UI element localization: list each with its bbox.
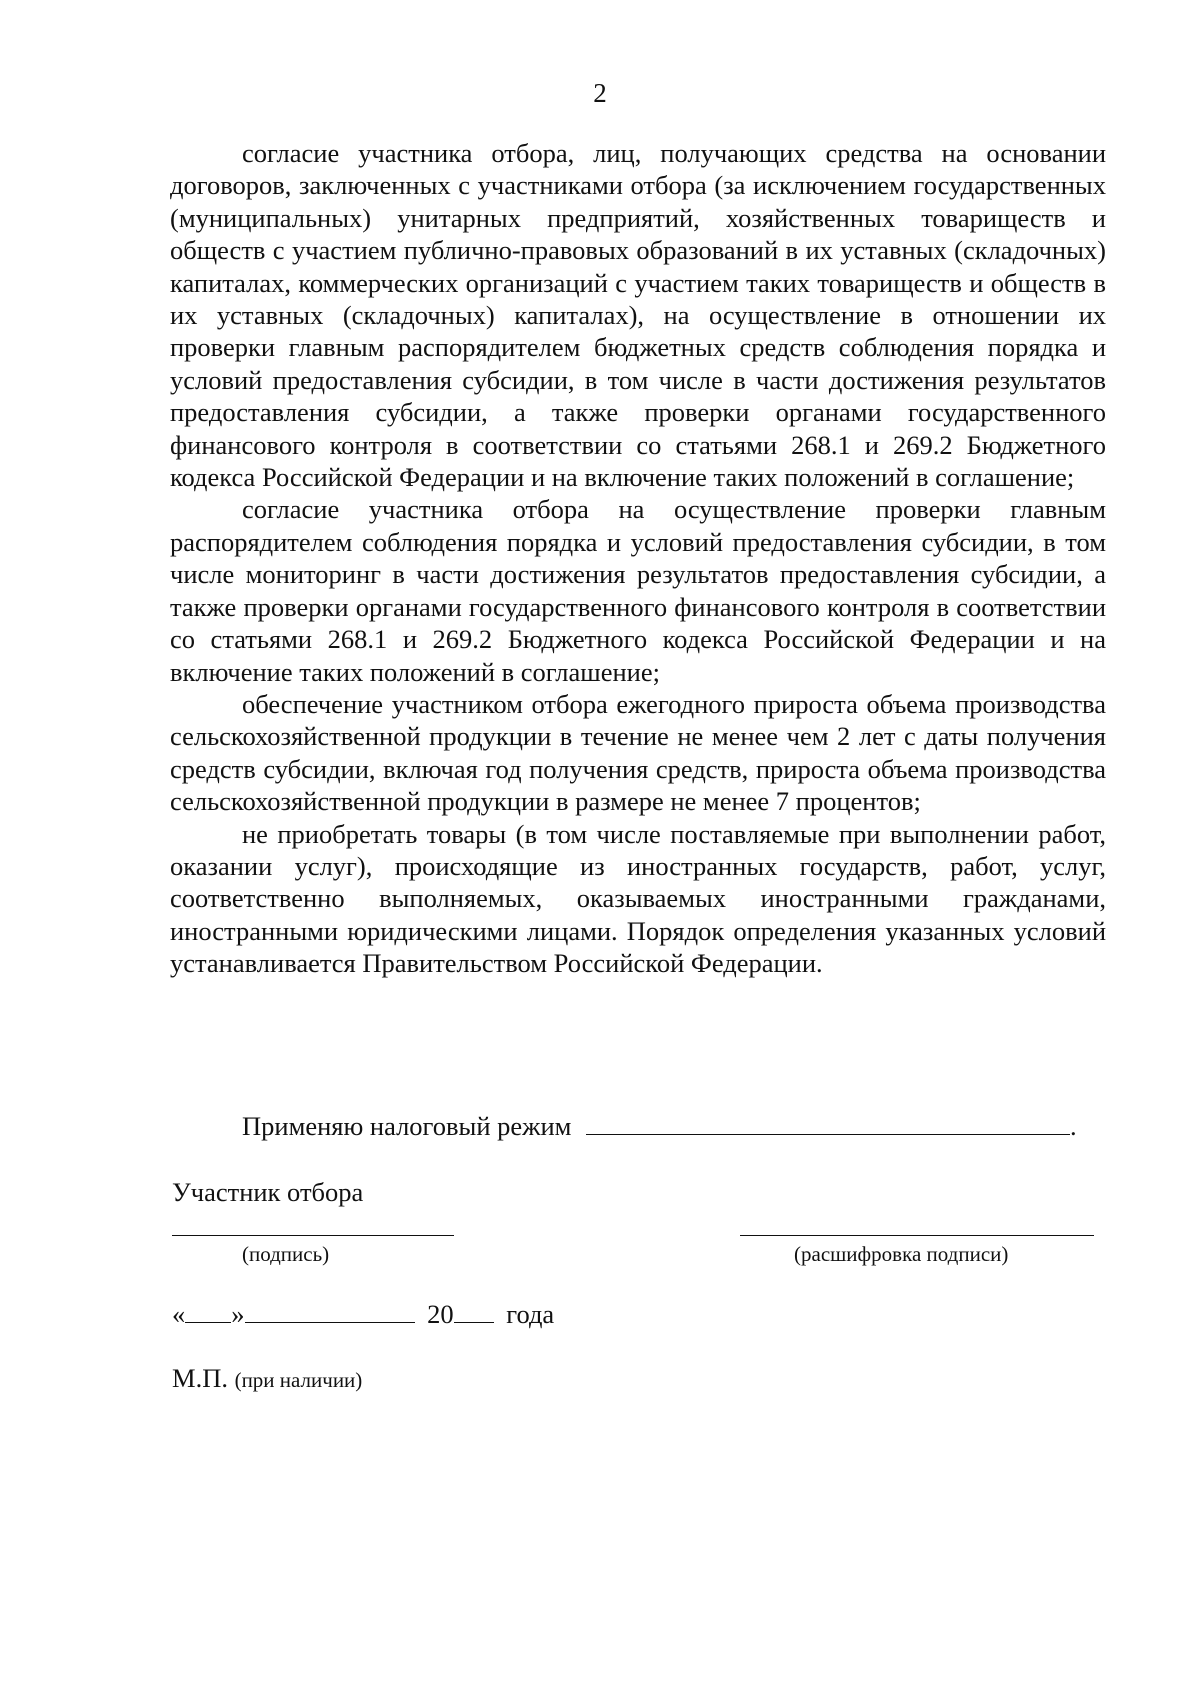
paragraph-foreign-goods-restriction: не приобретать товары (в том числе поставляемые при выполнении работ, оказании услуг), происходящие из иностранных государств, работ, услуг, соответственно выполняемых, оказываемых иностранными гражданами, иностранными юридическими лицами. Порядок определения указанных условий устанавливается Правительством Российской Федерации. — [170, 818, 1106, 979]
tax-regime-end: . — [1070, 1111, 1077, 1141]
signature-decode-caption: (расшифровка подписи) — [794, 1242, 1009, 1266]
year-blank — [454, 1302, 494, 1323]
signature-decode-line — [740, 1235, 1094, 1236]
paragraph-consent-participant-and-recipients: согласие участника отбора, лиц, получающих средства на основании договоров, заключенных с участниками отбора (за исключением государственных (муниципальных) унитарных предприятий, хозяйственных товариществ и обществ с участием публично-правовых образований в их уставных (складочных) капиталах, коммерческих организаций с участием таких товариществ и обществ в их уставных (складочных) капиталах), на осуществление в отношении их проверки главным распорядителем бюджетных средств соблюдения порядка и условий предоставления субсидии, в том числе в части достижения результатов предоставления субсидии, а также проверки органами государственного финансового контроля в соответствии со статьями 268.1 и 269.2 Бюджетного кодекса Российской Федерации и на включение таких положений в соглашение; — [170, 138, 1106, 493]
signature-line — [172, 1235, 454, 1236]
month-blank — [245, 1302, 415, 1323]
date-century: 20 — [427, 1299, 454, 1329]
date-year-word: года — [506, 1299, 555, 1329]
stamp-line — [172, 1362, 362, 1396]
body-text — [170, 137, 1106, 980]
participant-label: Участник отбора — [172, 1177, 364, 1207]
day-blank — [185, 1302, 231, 1323]
signature-caption: (подпись) — [242, 1242, 330, 1266]
tax-regime-label: Применяю налоговый режим — [242, 1111, 572, 1141]
paragraph-production-growth: обеспечение участником отбора ежегодного прироста объема производства сельскохозяйственной продукции в течение не менее чем 2 лет с даты получения средств субсидии, включая год получения средств, прироста объема производства сельскохозяйственной продукции в размере не менее 7 процентов; — [170, 688, 1106, 817]
stamp-note: (при наличии) — [234, 1368, 363, 1392]
paragraph-consent-verification: согласие участника отбора на осуществление проверки главным распорядителем соблюдения порядка и условий предоставления субсидии, в том числе мониторинг в части достижения результатов предоставления субсидии, а также проверки органами государственного финансового контроля в соответствии со статьями 268.1 и 269.2 Бюджетного кодекса Российской Федерации и на включение таких положений в соглашение; — [170, 494, 1106, 687]
page-number: 2 — [593, 78, 607, 108]
date-close-quote: » — [231, 1299, 245, 1329]
stamp-label: М.П. — [172, 1363, 228, 1393]
date-line — [172, 1298, 554, 1330]
tax-regime-line — [242, 1110, 1077, 1142]
tax-regime-blank — [586, 1114, 1070, 1135]
date-open-quote: « — [172, 1299, 186, 1329]
